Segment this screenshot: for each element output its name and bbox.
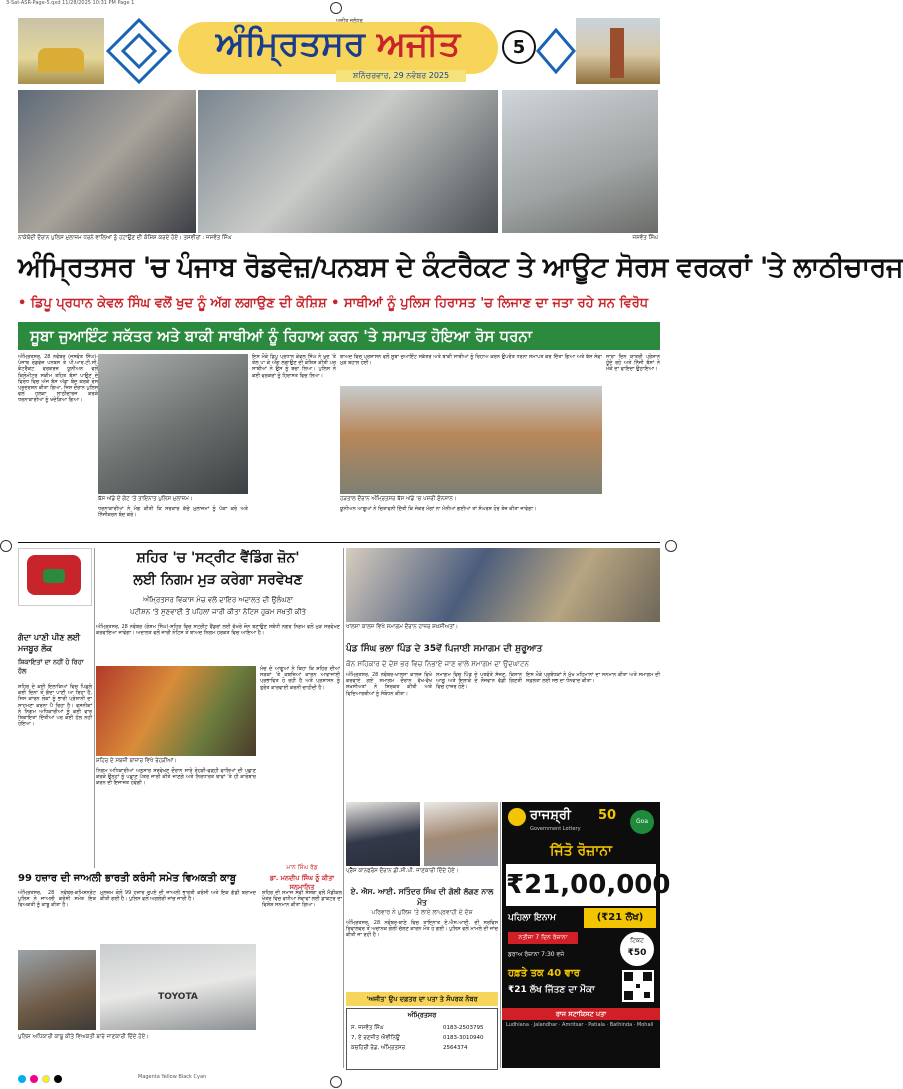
top-story-column-5: ਯੂਨੀਅਨ ਆਗੂਆਂ ਨੇ ਚਿਤਾਵਨੀ ਦਿੱਤੀ ਕਿ ਜੇਕਰ ਮੰਗਾਂ ਨਾ ਮੰਨੀਆਂ ਗਈਆਂ ਤਾਂ ਸੰਘਰਸ਼ ਹੋਰ ਤੇਜ਼ ਕੀਤਾ ਜਾਵੇਗਾ। (340, 506, 537, 512)
main-headline: ਅੰਮ੍ਰਿਤਸਰ 'ਚ ਪੰਜਾਬ ਰੋਡਵੇਜ਼/ਪਨਬਸ ਦੇ ਕੰਟਰੈਕਟ ਤੇ ਆਊਟ ਸੋਰਸ ਵਰਕਰਾਂ 'ਤੇ ਲਾਠੀਚਾਰਜ (18, 252, 903, 283)
currency-headline: 99 ਹਜ਼ਾਰ ਦੀ ਜਾਅਲੀ ਭਾਰਤੀ ਕਰੰਸੀ ਸਮੇਤ ਵਿਅਕਤੀ ਕਾਬੂ (18, 873, 237, 884)
doctor-kicker: ਮਾਨ ਸਿੰਘ ਰੋਡ (286, 864, 318, 871)
notice-title: 'ਅਜੀਤ' ਉਪ ਦਫ਼ਤਰ ਦਾ ਪਤਾ ਤੇ ਸੰਪਰਕ ਨੰਬਰ (346, 992, 498, 1006)
lottery-prize: ₹21,00,000 (506, 864, 656, 906)
lottery-slogan: ਜਿੱਤੋ ਰੋਜ਼ਾਨਾ (549, 843, 613, 859)
footer-dot-cyan (18, 1075, 26, 1083)
vending-headline-1: ਸ਼ਹਿਰ 'ਚ 'ਸਟ੍ਰੀਟ ਵੈਂਡਿੰਗ ਜ਼ੋਨ' (136, 550, 300, 566)
footer-dot-yellow (42, 1075, 50, 1083)
currency-photo-officer (18, 950, 96, 1030)
top-story-column-3: ਇਸ ਮੌਕੇ ਡਿਪੂ ਪ੍ਰਧਾਨ ਕੇਵਲ ਸਿੰਘ ਨੇ ਖੁਦ 'ਤੇ ਤੇਲ ਪਾ ਕੇ ਅੱਗ ਲਗਾਉਣ ਦੀ ਕੋਸ਼ਿਸ਼ ਕੀਤੀ ਪਰ ਸਾਥੀਆਂ ਨੇ ਉਸ ਨੂੰ ਬਚਾ ਲਿਆ। ਪੁਲਿਸ ਨੇ ਕਈ ਵਰਕਰਾਂ ਨੂੰ ਹਿਰਾਸਤ ਵਿਚ ਲਿਆ। (252, 354, 336, 379)
lottery-state-badge: Goa (630, 810, 654, 834)
divider-1 (18, 542, 660, 543)
green-banner: ਸੂਬਾ ਜੁਆਇੰਟ ਸਕੱਤਰ ਅਤੇ ਬਾਕੀ ਸਾਥੀਆਂ ਨੂੰ ਰਿਹਾਅ ਕਰਨ 'ਤੇ ਸਮਾਪਤ ਹੋਇਆ ਰੋਸ ਧਰਨਾ (18, 322, 660, 350)
lottery-ticket-badge (620, 932, 654, 966)
tower-shape (610, 28, 624, 78)
event-photo (346, 548, 660, 622)
vending-kicker-2: ਪਟੀਸ਼ਨ 'ਤੇ ਸੁਣਵਾਈ ਤੋਂ ਪਹਿਲਾਂ ਜਾਰੀ ਕੀਤਾ ਨੋਟਿਸ ਹੁਕਮ ਸਖ਼ਤੀ ਕੀਤੇ (129, 608, 307, 616)
main-subhead: • ਡਿਪੂ ਪ੍ਰਧਾਨ ਕੇਵਲ ਸਿੰਘ ਵਲੋਂ ਖੁਦ ਨੂੰ ਅੱਗ ਲਗਾਉਣ ਦੀ ਕੋਸ਼ਿਸ਼ • ਸਾਥੀਆਂ ਨੂੰ ਪੁਲਿਸ ਹਿਰਾਸਤ 'ਚ ਲਿਜਾਣ ਦਾ ਜਤਾ ਰਹੇ ਸਨ ਵਿਰੋਧ (18, 296, 649, 311)
vending-body-2: ਨਿਗਮ ਅਧਿਕਾਰੀਆਂ ਅਨੁਸਾਰ ਸਰਵੇਖਣ ਦੌਰਾਨ ਸਾਰੇ ਰੇਹੜੀ-ਫੜ੍ਹੀ ਵਾਲਿਆਂ ਦੀ ਪਛਾਣ ਕਰਕੇ ਉਨ੍ਹਾਂ ਨੂੰ ਪਛਾਣ ਪੱਤਰ ਜਾਰੀ ਕੀਤੇ ਜਾਣਗੇ ਅਤੇ ਨਿਰਧਾਰਤ ਥਾਵਾਂ 'ਤੇ ਹੀ ਕਾਰੋਬਾਰ ਕਰਨ ਦੀ ਇਜਾਜ਼ਤ ਹੋਵੇਗੀ। (96, 768, 256, 787)
lottery-logo-icon (508, 808, 526, 826)
currency-photo-car (100, 944, 256, 1030)
police-photo-1 (346, 802, 420, 866)
lottery-weekly: ਹਫ਼ਤੇ ਤਕ 40 ਵਾਰ (508, 968, 581, 979)
golden-temple-image (18, 18, 104, 84)
masthead-tagline: ਅਜੀਤ ਜਲੰਧਰ (336, 18, 363, 24)
vending-body-1: ਅੰਮ੍ਰਿਤਸਰ, 28 ਨਵੰਬਰ (ਰੇਸ਼ਮ ਸਿੰਘ)-ਸ਼ਹਿਰ ਵਿਚ ਸਟ੍ਰੀਟ ਵੈਂਡਰਾਂ ਲਈ ਵੱਖਰੇ ਜ਼ੋਨ ਬਣਾਉਣ ਸਬੰਧੀ ਨਗਰ ਨਿਗਮ ਵਲੋਂ ਮੁੜ ਸਰਵੇਖਣ ਕਰਵਾਇਆ ਜਾਵੇਗਾ। ਅਦਾਲਤ ਵਲੋਂ ਜਾਰੀ ਨੋਟਿਸ ਤੋਂ ਬਾਅਦ ਨਿਗਮ ਹਰਕਤ ਵਿਚ ਆਇਆ ਹੈ। (96, 624, 340, 637)
left-story-body: ਸ਼ਹਿਰ ਦੇ ਕਈ ਇਲਾਕਿਆਂ ਵਿਚ ਪਿਛਲੇ ਕਈ ਦਿਨਾਂ ਤੋਂ ਗੰਦਾ ਪਾਣੀ ਆ ਰਿਹਾ ਹੈ, ਜਿਸ ਕਾਰਨ ਲੋਕਾਂ ਨੂੰ ਭਾਰੀ ਪ੍ਰੇਸ਼ਾਨੀ ਦਾ ਸਾਹਮਣਾ ਕਰਨਾ ਪੈ ਰਿਹਾ ਹੈ। ਵਸਨੀਕਾਂ ਨੇ ਨਿਗਮ ਅਧਿਕਾਰੀਆਂ ਨੂੰ ਕਈ ਵਾਰ ਸ਼ਿਕਾਇਤਾਂ ਦਿੱਤੀਆਂ ਪਰ ਕੋਈ ਹੱਲ ਨਹੀਂ ਹੋਇਆ। (18, 684, 92, 728)
registration-mark-left (0, 540, 12, 552)
event-body-2: ਸਮਾਗਮ ਵਿਚ ਪਿੰਡ ਦੇ ਪਤਵੰਤੇ ਸੱਜਣ, ਕਿਸਾਨ ਆਗੂ ਅਤੇ ਇਲਾਕੇ ਦੇ ਨੌਜਵਾਨ ਵੱਡੀ ਗਿਣਤੀ ਵਿਚ ਹਾਜ਼ਰ ਹੋਏ। (436, 672, 522, 691)
top-story-photo-2-caption: ਬੱਸ ਅੱਡੇ ਦੇ ਗੇਟ 'ਤੇ ਤਾਇਨਾਤ ਪੁਲਿਸ ਮੁਲਾਜ਼ਮ। (98, 496, 193, 502)
top-story-column-1: ਅੰਮ੍ਰਿਤਸਰ, 28 ਨਵੰਬਰ (ਜਸਵੰਤ ਸਿੰਘ)-ਪੰਜਾਬ ਰੋਡਵੇਜ਼ ਪਨਬਸ ਤੇ ਪੀ.ਆਰ.ਟੀ.ਸੀ. ਕੰਟਰੈਕਟ ਵਰਕਰਜ਼ ਯੂਨੀਅਨ ਵਲੋਂ ਕਿਲੋਮੀਟਰ ਸਕੀਮ ਤਹਿਤ ਬੱਸਾਂ ਪਾਉਣ ਦੇ ਵਿਰੋਧ ਵਿਚ ਅੱਜ ਬੱਸ ਅੱਡਾ ਬੰਦ ਕਰਕੇ ਰੋਸ ਪ੍ਰਦਰਸ਼ਨ ਕੀਤਾ ਗਿਆ, ਜਿਸ ਦੌਰਾਨ ਪੁਲਿਸ ਵਲੋਂ ਹਲਕਾ ਲਾਠੀਚਾਰਜ ਕਰਕੇ ਧਰਨਾਕਾਰੀਆਂ ਨੂੰ ਖਦੇੜਿਆ ਗਿਆ। (18, 354, 98, 404)
pattern-left (108, 20, 170, 82)
lottery-ticket-label: ਟਿਕਟ (630, 937, 644, 944)
notice-address-3: ਕਚਹਿਰੀ ਰੋਡ, ਅੰਮ੍ਰਿਤਸਰ (351, 1045, 406, 1051)
police-photo-2 (424, 802, 498, 866)
lottery-ad[interactable] (502, 802, 671, 1068)
bus-stand-caption: ਹੜਤਾਲ ਦੌਰਾਨ ਅੰਮ੍ਰਿਤਸਰ ਬੱਸ ਅੱਡੇ 'ਚ ਪਸਰੀ ਸੁੰਨਸਾਨ। (340, 496, 457, 502)
vending-photo (96, 666, 256, 756)
registration-mark-top (330, 2, 342, 14)
notice-office: ਅੰਮ੍ਰਿਤਸਰ (407, 1011, 437, 1019)
footer-color-bar (18, 1073, 660, 1085)
event-headline: ਪੰਡ ਸਿੰਘ ਭਲਾ ਪਿੰਡ ਦੇ 35ਵੇਂ ਪਿਜਾਈ ਸਮਾਗਮ ਦੀ ਸ਼ੁਰੂਆਤ (346, 644, 543, 654)
lottery-draw-info: ਨਤੀਜਾ 7 ਦਿਨ ਰੋਜ਼ਾਨਾ (508, 932, 578, 944)
top-photo-1 (18, 90, 196, 233)
event-subhead: ਕੋਨ ਸਹਿਕਾਰ ਦੇ ਦੇਸ਼ ਭਰ ਵਿਚ ਨਿਭਾਏ ਜਾਣ ਵਾਲੇ ਸਮਾਗਮ ਦਾ ਉਦਘਾਟਨ (346, 660, 529, 668)
temple-dome-shape (38, 48, 84, 72)
police-body: ਅੰਮ੍ਰਿਤਸਰ, 28 ਨਵੰਬਰ-ਥਾਣੇ ਵਿਚ ਤਾਇਨਾਤ ਏ.ਐਸ.ਆਈ. ਦੀ ਸਰਵਿਸ ਰਿਵਾਲਵਰ ਤੋਂ ਅਚਾਨਕ ਗੋਲੀ ਚੱਲਣ ਕਾਰਨ ਮੌਤ ਹੋ ਗਈ। ਪੁਲਿਸ ਵਲੋਂ ਮਾਮਲੇ ਦੀ ਜਾਂਚ ਕੀਤੀ ਜਾ ਰਹੀ ਹੈ। (346, 920, 498, 939)
vending-headline-2: ਲਈ ਨਿਗਮ ਮੁੜ ਕਰੇਗਾ ਸਰਵੇਖਣ (133, 572, 303, 588)
currency-body-2: ਮੁਲਜ਼ਮ ਕੋਲੋਂ 99 ਹਜ਼ਾਰ ਰੁਪਏ ਦੀ ਜਾਅਲੀ ਭਾਰਤੀ ਕਰੰਸੀ ਅਤੇ ਇਕ ਗੱਡੀ ਬਰਾਮਦ ਕੀਤੀ ਗਈ ਹੈ। ਪੁਲਿਸ ਵਲੋਂ ਅਗਲੇਰੀ ਜਾਂਚ ਜਾਰੀ ਹੈ। (100, 890, 256, 903)
registration-mark-right (665, 540, 677, 552)
doctor-body: ਸ਼ਹਿਰ ਦੀ ਸਮਾਜ ਸੇਵੀ ਸੰਸਥਾ ਵਲੋਂ ਮੈਡੀਕਲ ਖੇਤਰ ਵਿਚ ਵਧੀਆ ਸੇਵਾਵਾਂ ਲਈ ਡਾਕਟਰ ਦਾ ਵਿਸ਼ੇਸ਼ ਸਨਮਾਨ ਕੀਤਾ ਗਿਆ। (262, 890, 342, 909)
footer-dot-magenta (30, 1075, 38, 1083)
vending-photo-caption: ਸ਼ਹਿਰ ਦੇ ਸਬਜ਼ੀ ਬਾਜ਼ਾਰ ਵਿਖੇ ਰੇਹੜੀਆਂ। (96, 758, 177, 764)
lottery-prize-label: ਪਹਿਲਾ ਇਨਾਮ (508, 913, 556, 923)
lottery-ticket-price: ₹50 (627, 948, 647, 958)
top-photo-2 (198, 90, 498, 233)
top-photo-credit: ਜਸਵੰਤ ਸਿੰਘ (632, 235, 658, 241)
notice-address-1: ਸ. ਜਸਵੰਤ ਸਿੰਘ (351, 1025, 384, 1031)
vending-body-3: ਮੰਚ ਦੇ ਆਗੂਆਂ ਨੇ ਕਿਹਾ ਕਿ ਸ਼ਹਿਰ ਦੀਆਂ ਸੜਕਾਂ 'ਤੇ ਕਬਜ਼ਿਆਂ ਕਾਰਨ ਆਵਾਜਾਈ ਪ੍ਰਭਾਵਿਤ ਹੋ ਰਹੀ ਹੈ ਅਤੇ ਪ੍ਰਸ਼ਾਸਨ ਨੂੰ ਤੁਰੰਤ ਕਾਰਵਾਈ ਕਰਨੀ ਚਾਹੀਦੀ ਹੈ। (260, 666, 340, 691)
lottery-draw-time: ਡਰਾਅ ਰੋਜ਼ਾਨਾ 7:30 ਵਜੇ (508, 951, 565, 958)
left-photo-shape-2 (43, 569, 65, 583)
notice-phone-1: 0183-2503795 (443, 1025, 484, 1031)
police-photo-caption: ਪ੍ਰੈੱਸ ਕਾਨਫਰੰਸ ਦੌਰਾਨ ਡੀ.ਸੀ.ਪੀ. ਜਾਣਕਾਰੀ ਦਿੰਦੇ ਹੋਏ। (346, 868, 459, 874)
lottery-dealer-text: Ludhiana · Jalandhar · Amritsar · Patiala · Bathinda · Mohali (506, 1022, 654, 1028)
car-label: TOYOTA (158, 992, 198, 1002)
lottery-brand-sub: Government Lottery (530, 826, 581, 832)
masthead (18, 14, 660, 88)
event-body-1: ਅੰਮ੍ਰਿਤਸਰ, 28 ਨਵੰਬਰ-ਖਾਲਸਾ ਕਾਲਜ ਵਿਖੇ ਕਰਵਾਏ ਗਏ ਸਮਾਗਮ ਦੌਰਾਨ ਵੱਖ-ਵੱਖ ਸ਼ਖ਼ਸੀਅਤਾਂ ਨੇ ਸ਼ਿਰਕਤ ਕੀਤੀ ਅਤੇ ਵਿਦਿਆਰਥੀਆਂ ਨੂੰ ਸੰਬੋਧਨ ਕੀਤਾ। (346, 672, 432, 697)
masthead-city: ਅੰਮ੍ਰਿਤਸਰ (215, 24, 365, 64)
left-column-photo (18, 548, 92, 606)
police-subhead: ਪਰਿਵਾਰ ਨੇ ਪੁਲਿਸ 'ਤੇ ਲਾਏ ਲਾਪ੍ਰਵਾਹੀ ਦੇ ਦੋਸ਼ (371, 909, 473, 916)
left-story-kicker: ਸ਼ਿਕਾਇਤਾਂ ਦਾ ਨਹੀਂ ਹੋ ਰਿਹਾ ਹੱਲ (18, 658, 84, 675)
footer-label: Magenta Yellow Black Cyan (138, 1074, 207, 1080)
currency-photo-caption: ਪੁਲਿਸ ਅਧਿਕਾਰੀ ਕਾਬੂ ਕੀਤੇ ਵਿਅਕਤੀ ਬਾਰੇ ਜਾਣਕਾਰੀ ਦਿੰਦੇ ਹੋਏ। (18, 1034, 149, 1040)
notice-phone-3: 2564374 (443, 1045, 468, 1051)
col-rule-2 (343, 548, 344, 1068)
lottery-dealer-title: ਰਾਜ ਸਟਾਕਿਸਟ ਪਤਾ (502, 1008, 660, 1020)
event-photo-caption: ਖਾਲਸਾ ਕਾਲਜ ਵਿਖੇ ਸਮਾਗਮ ਦੌਰਾਨ ਹਾਜ਼ਰ ਸ਼ਖ਼ਸੀਅਤਾਂ। (346, 624, 459, 630)
notice-phone-2: 0183-3010940 (443, 1035, 484, 1041)
notice-box (346, 1008, 498, 1070)
top-story-photo-2 (98, 354, 248, 494)
page-number: 5 (502, 30, 536, 64)
lottery-qr-code (622, 970, 654, 1002)
lottery-prize-lakh: (₹21 ਲੱਖ) (584, 908, 656, 928)
top-story-column-2: ਧਰਨਾਕਾਰੀਆਂ ਨੇ ਮੰਗ ਕੀਤੀ ਕਿ ਸਰਕਾਰ ਕੱਚੇ ਮੁਲਾਜ਼ਮਾਂ ਨੂੰ ਪੱਕਾ ਕਰੇ ਅਤੇ ਨਿੱਜੀਕਰਨ ਬੰਦ ਕਰੇ। (98, 506, 248, 519)
footer-dot-black (54, 1075, 62, 1083)
masthead-paper: ਅਜੀਤ (376, 24, 461, 64)
top-photo-caption: ਨਾਕੇਬੰਦੀ ਦੌਰਾਨ ਪੁਲਿਸ ਮੁਲਾਜ਼ਮ ਧਰਨੇ ਵਾਲਿਆਂ ਨੂੰ ਹਟਾਉਣ ਦੀ ਕੋਸ਼ਿਸ਼ ਕਰਦੇ ਹੋਏ। ਤਸਵੀਰਾਂ : ਜਸਵੰਤ ਸਿੰਘ (18, 235, 232, 241)
doctor-headline: ਡਾ. ਮਨਦੀਪ ਸਿੰਘ ਨੂੰ ਕੀਤਾ ਸਨਮਾਨਿਤ (269, 874, 335, 891)
col-rule-3 (500, 802, 501, 1068)
event-body-3: ਇਸ ਮੌਕੇ ਪ੍ਰਬੰਧਕਾਂ ਨੇ ਮੁੱਖ ਮਹਿਮਾਨਾਂ ਦਾ ਸਨਮਾਨ ਕੀਤਾ ਅਤੇ ਸਮਾਗਮ ਦੀ ਸਫ਼ਲਤਾ ਲਈ ਸਭ ਦਾ ਧੰਨਵਾਦ ਕੀਤਾ। (526, 672, 660, 685)
print-slug: 3-Sat-ASR-Page-5.qxd 11/28/2025 10:31 PM Page 1 (6, 0, 135, 6)
top-story-column-6: ਸਾਰਾ ਦਿਨ ਯਾਤਰੀ ਪ੍ਰੇਸ਼ਾਨ ਹੁੰਦੇ ਰਹੇ ਅਤੇ ਨਿੱਜੀ ਬੱਸਾਂ ਨੇ ਮੌਕੇ ਦਾ ਫਾਇਦਾ ਉਠਾਇਆ। (606, 354, 660, 373)
col-rule-1 (94, 548, 95, 868)
currency-body-1: ਅੰਮ੍ਰਿਤਸਰ, 28 ਨਵੰਬਰ-ਕਮਿਸ਼ਨਰੇਟ ਪੁਲਿਸ ਨੇ ਜਾਅਲੀ ਕਰੰਸੀ ਸਮੇਤ ਇਕ ਵਿਅਕਤੀ ਨੂੰ ਕਾਬੂ ਕੀਤਾ ਹੈ। (18, 890, 96, 909)
bus-stand-photo (340, 386, 602, 494)
lottery-brand: ਰਾਜਸ਼੍ਰੀ (530, 808, 571, 823)
top-story-column-4: ਬਾਅਦ ਵਿਚ ਪ੍ਰਸ਼ਾਸਨ ਵਲੋਂ ਸੂਬਾ ਜੁਆਇੰਟ ਸਕੱਤਰ ਅਤੇ ਬਾਕੀ ਸਾਥੀਆਂ ਨੂੰ ਰਿਹਾਅ ਕਰਨ ਉਪਰੰਤ ਧਰਨਾ ਸਮਾਪਤ ਕਰ ਦਿੱਤਾ ਗਿਆ ਅਤੇ ਬੱਸ ਸੇਵਾ ਮੁੜ ਬਹਾਲ ਹੋਈ। (340, 354, 602, 367)
top-photo-3 (502, 90, 658, 233)
left-story-headline: ਗੰਦਾ ਪਾਣੀ ਪੀਣ ਲਈ ਮਜਬੂਰ ਲੋਕ (18, 633, 81, 653)
notice-address-2: 7, ਏ ਰਣਜੀਤ ਐਵੀਨਿਊ (351, 1035, 400, 1041)
lottery-weekly-prize: ₹21 ਲੱਖ ਜਿੱਤਣ ਦਾ ਮੌਕਾ (508, 985, 595, 995)
lottery-brand-number: 50 (598, 808, 617, 823)
masthead-date: ਸ਼ਨਿੱਚਰਵਾਰ, 29 ਨਵੰਬਰ 2025 (336, 70, 466, 82)
clock-tower-image (576, 18, 660, 84)
pattern-right (538, 20, 574, 82)
vending-kicker-1: ਅੰਮ੍ਰਿਤਸਰ ਵਿਕਾਸ ਮੰਚ ਵਲੋਂ ਦਾਇਰ ਅਦਾਲਤ ਦੀ ਉਲੰਘਣਾ (142, 596, 294, 604)
police-headline: ਏ. ਐਸ. ਆਈ. ਸਤਿੰਦਰ ਸਿੰਘ ਦੀ ਗੋਲੀ ਲੱਗਣ ਨਾਲ ਮੌਤ (350, 887, 494, 907)
